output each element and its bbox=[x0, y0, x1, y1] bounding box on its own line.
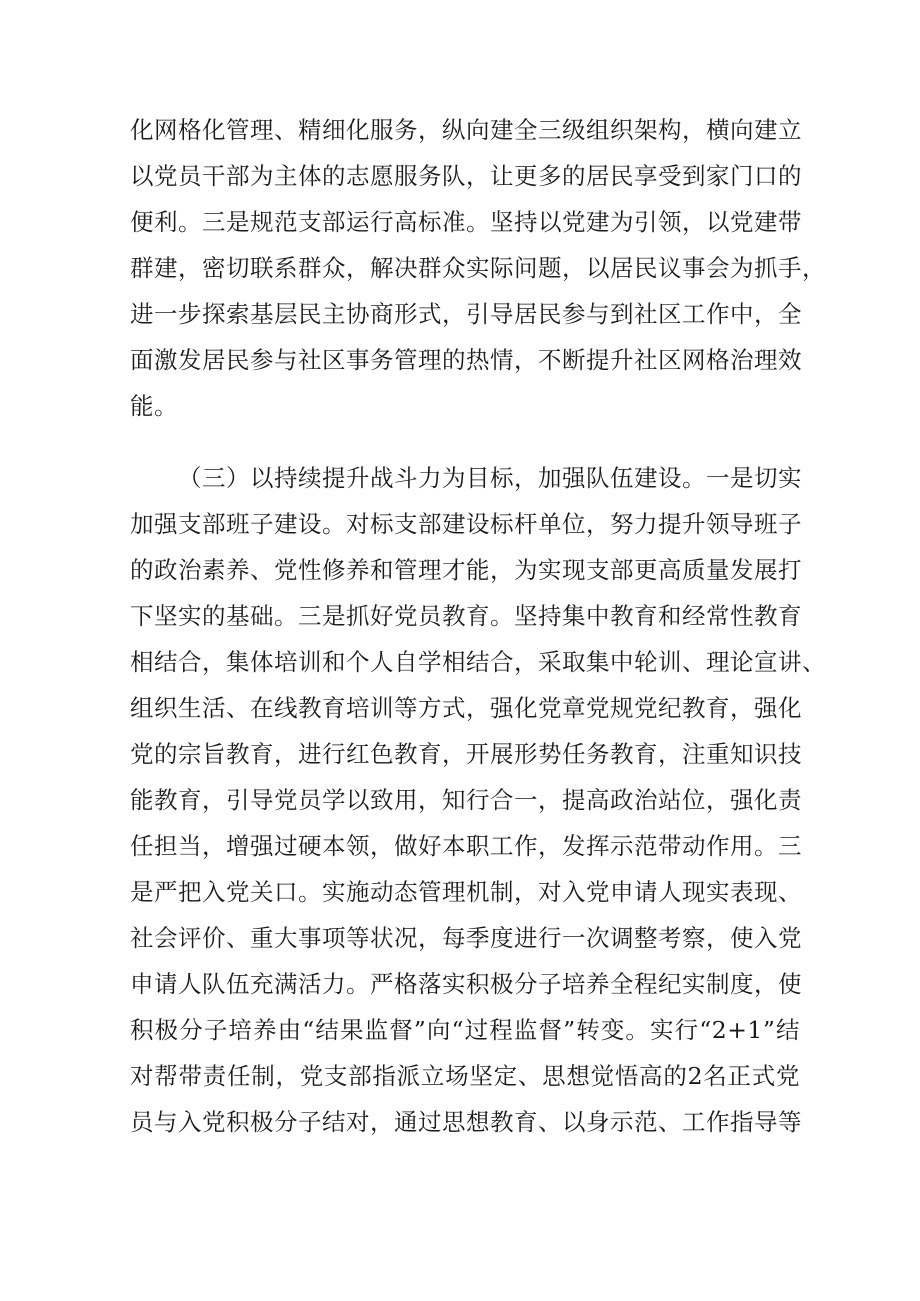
text-line: 组织生活、在线教育培训等方式，强化党章党规党纪教育，强化 bbox=[130, 694, 802, 722]
text-line: 群建，密切联系群众，解决群众实际问题，以居民议事会为抓手， bbox=[130, 254, 826, 282]
text-line: 是严把入党关口。实施动态管理机制，对入党申请人现实表现、 bbox=[130, 878, 802, 906]
text-line: 能教育，引导党员学以致用，知行合一，提高政治站位，强化责 bbox=[130, 786, 802, 814]
text-line: 党的宗旨教育，进行红色教育，开展形势任务教育，注重知识技 bbox=[130, 740, 802, 768]
text-line: 社会评价、重大事项等状况，每季度进行一次调整考察，使入党 bbox=[130, 924, 802, 952]
text-line: 以党员干部为主体的志愿服务队，让更多的居民享受到家门口的 bbox=[130, 162, 802, 190]
text-line: 任担当，增强过硬本领，做好本职工作，发挥示范带动作用。三 bbox=[130, 832, 802, 860]
text-line: 员与入党积极分子结对，通过思想教育、以身示范、工作指导等 bbox=[130, 1108, 802, 1136]
text-line: 的政治素养、党性修养和管理才能，为实现支部更高质量发展打 bbox=[130, 556, 802, 584]
text-line: 化网格化管理、精细化服务，纵向建全三级组织架构，横向建立 bbox=[130, 116, 802, 144]
text-line: 相结合，集体培训和个人自学相结合，采取集中轮训、理论宣讲、 bbox=[130, 648, 826, 676]
text-line: 对帮带责任制，党支部指派立场坚定、思想觉悟高的2名正式党 bbox=[130, 1062, 800, 1090]
text-line: 面激发居民参与社区事务管理的热情，不断提升社区网格治理效 bbox=[130, 346, 802, 374]
paragraph-heading-line: （三）以持续提升战斗力为目标，加强队伍建设。一是切实 bbox=[178, 464, 802, 492]
text-line: 积极分子培养由“结果监督”向“过程监督”转变。实行“2+1”结 bbox=[130, 1016, 800, 1044]
text-line: 便利。三是规范支部运行高标准。坚持以党建为引领，以党建带 bbox=[130, 208, 802, 236]
text-line: 申请人队伍充满活力。严格落实积极分子培养全程纪实制度，使 bbox=[130, 970, 802, 998]
text-line: 加强支部班子建设。对标支部建设标杆单位，努力提升领导班子 bbox=[130, 510, 802, 538]
text-line: 进一步探索基层民主协商形式，引导居民参与到社区工作中，全 bbox=[130, 300, 802, 328]
text-line: 能。 bbox=[130, 392, 178, 420]
text-line: 下坚实的基础。三是抓好党员教育。坚持集中教育和经常性教育 bbox=[130, 602, 802, 630]
